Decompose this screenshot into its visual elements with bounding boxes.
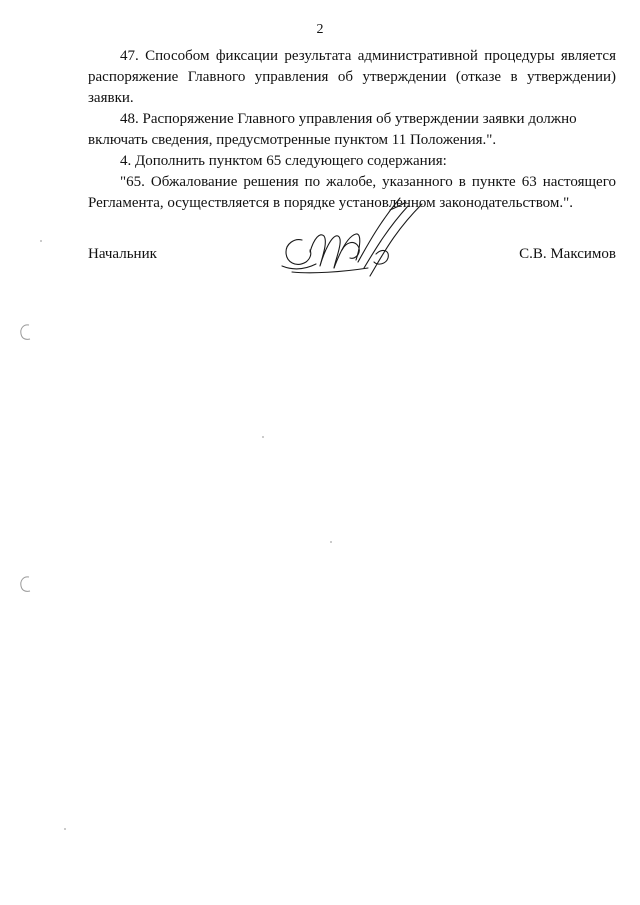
- paragraph-47: 47. Способом фиксации результата административной процедуры является распоряжение Главного управления об утверждении (отказе в утверждении) заявки.: [88, 48, 616, 106]
- paragraph-48-line-2: включать сведения, предусмотренные пунктом 11 Положения.".: [88, 132, 497, 148]
- document-body: [88, 46, 616, 214]
- scan-speck: [40, 240, 42, 242]
- page-number: 2: [316, 22, 324, 37]
- paragraph-48-line-1: 48. Распоряжение Главного управления об утверждении заявки должно: [120, 111, 577, 127]
- margin-hole-mark-lower: [18, 574, 32, 594]
- position-title: Начальник: [88, 246, 157, 262]
- handwritten-signature: [272, 192, 442, 282]
- paragraph-65: "65. Обжалование решения по жалобе, указанного в пункте 63 настоящего Регламента, осуществляется в порядке установленном законодательством.".: [88, 174, 616, 211]
- scan-speck: [64, 828, 66, 830]
- paragraph-4: 4. Дополнить пунктом 65 следующего содержания:: [120, 153, 447, 169]
- scan-speck: [330, 541, 332, 543]
- paragraph-48: [88, 109, 616, 151]
- margin-hole-mark-upper: [18, 322, 32, 342]
- signer-name: С.В. Максимов: [519, 246, 616, 262]
- scan-speck: [262, 436, 264, 438]
